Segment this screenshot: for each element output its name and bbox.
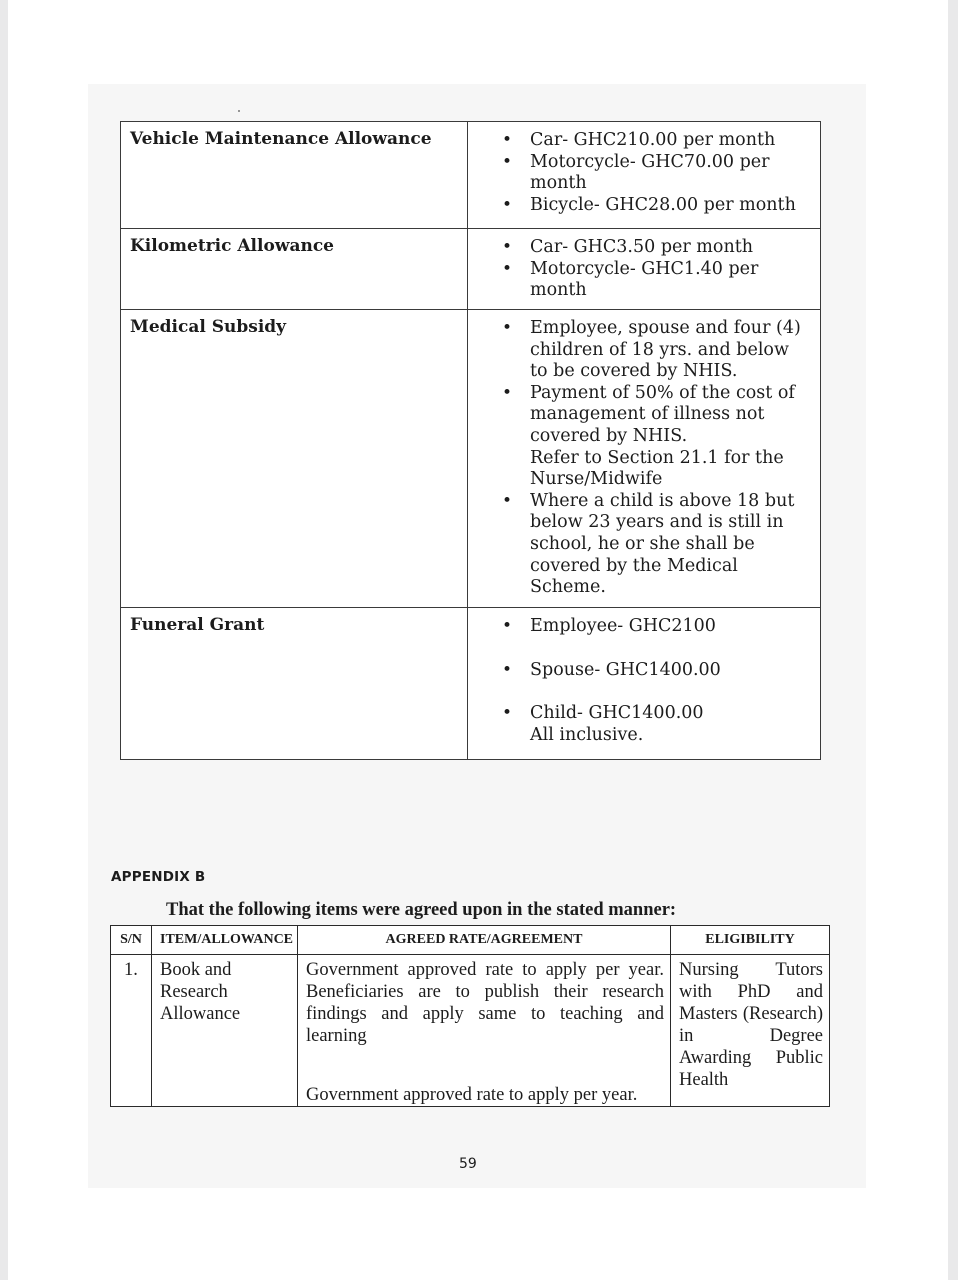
allowance-detail-list	[468, 122, 820, 216]
allowances-table	[120, 121, 821, 760]
list-item: • Child- GHC1400.00	[530, 703, 812, 725]
column-header-eligibility: ELIGIBILITY	[671, 926, 830, 955]
list-item: • Car- GHC3.50 per month	[530, 237, 812, 259]
column-header-sn: S/N	[111, 926, 152, 955]
allowance-detail-cell	[468, 608, 821, 760]
cell-sn: 1.	[111, 955, 152, 1107]
allowance-label-cell	[121, 310, 468, 608]
allowance-detail-cell	[468, 122, 821, 229]
list-note: Refer to Section 21.1 for the Nurse/Midwife	[530, 447, 784, 490]
list-note: All inclusive.	[530, 724, 644, 745]
allowance-label: Medical Subsidy	[130, 317, 287, 337]
appendix-header-row	[111, 926, 830, 955]
list-item: • Where a child is above 18 but below 23 years and is still in school, he or she shall be covered by the Medical Scheme.	[530, 491, 812, 599]
allowance-detail-list	[468, 229, 820, 302]
cell-rate	[298, 955, 671, 1107]
column-header-item: ITEM/ALLOWANCE	[152, 926, 298, 955]
list-item: • Employee, spouse and four (4) children of 18 yrs. and below to be covered by NHIS.	[530, 318, 812, 383]
table-row	[121, 122, 821, 229]
appendix-table	[110, 925, 830, 1107]
page-number: 59	[459, 1156, 477, 1172]
table-row	[111, 955, 830, 1107]
list-item: • Payment of 50% of the cost of management of illness not covered by NHIS.	[530, 383, 812, 448]
list-item: • Employee- GHC2100	[530, 616, 812, 638]
rate-bottom-text: Government approved rate to apply per year.	[306, 1085, 638, 1105]
list-item: • Motorcycle- GHC1.40 per month	[530, 259, 812, 302]
allowance-label: Kilometric Allowance	[130, 236, 334, 256]
allowance-label: Vehicle Maintenance Allowance	[130, 129, 432, 149]
table-row	[121, 310, 821, 608]
list-item: • Car- GHC210.00 per month	[530, 130, 812, 152]
allowance-detail-list	[468, 608, 820, 746]
list-item: • Bicycle- GHC28.00 per month	[530, 195, 812, 217]
cell-eligibility: Nursing Tutors with PhD and Masters (Research) in Degree Awarding Public Health	[671, 955, 830, 1107]
appendix-heading: APPENDIX B	[111, 869, 206, 885]
column-header-rate: AGREED RATE/AGREEMENT	[298, 926, 671, 955]
table-row	[121, 608, 821, 760]
table-row	[121, 229, 821, 310]
scan-speck	[238, 110, 240, 112]
appendix-intro: That the following items were agreed upon in the stated manner:	[166, 900, 677, 920]
cell-item: Book and Research Allowance	[152, 955, 298, 1107]
list-item: • Spouse- GHC1400.00	[530, 660, 812, 682]
allowance-label-cell	[121, 122, 468, 229]
list-item: • Motorcycle- GHC70.00 per month	[530, 152, 812, 195]
allowance-label-cell	[121, 229, 468, 310]
allowance-label-cell	[121, 608, 468, 760]
allowance-label: Funeral Grant	[130, 615, 265, 635]
allowance-detail-cell	[468, 310, 821, 608]
allowance-detail-list	[468, 310, 820, 599]
rate-text: Government approved rate to apply per year. Beneficiaries are to publish their research findings and apply same to teaching and learning	[306, 960, 664, 1046]
allowance-detail-cell	[468, 229, 821, 310]
